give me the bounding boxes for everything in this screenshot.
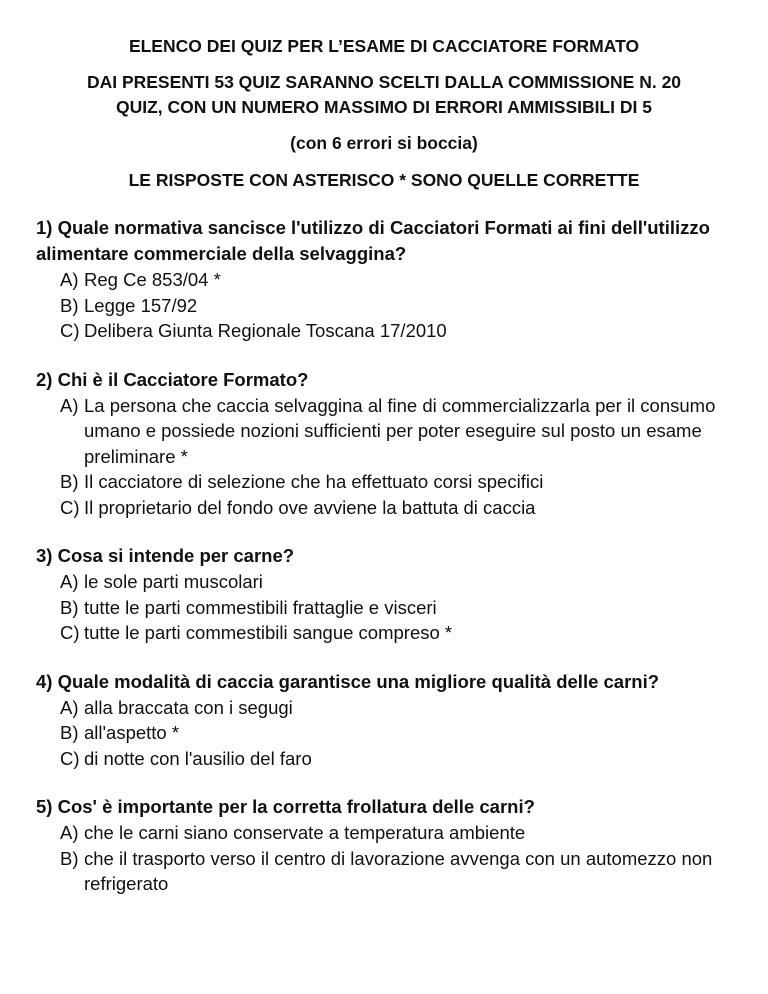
answer-a (36, 569, 732, 595)
answer-a (36, 393, 732, 470)
question-text: 4) Quale modalità di caccia garantisce una migliore qualità delle carni? (36, 670, 660, 692)
answer-text: alla braccata con i segugi (84, 696, 293, 718)
question-5 (36, 794, 732, 897)
answer-letter: B) (60, 722, 79, 743)
answer-a (36, 695, 732, 721)
answer-letter: C) (60, 496, 80, 518)
question-text: 2) Chi è il Cacciatore Formato? (36, 368, 309, 390)
answer-c (36, 318, 732, 344)
answer-letter: A) (60, 822, 79, 843)
answer-list (36, 820, 732, 897)
answer-text: che le carni siano conservate a temperatura ambiente (84, 822, 526, 843)
answer-text: all'aspetto * (84, 722, 180, 743)
header-instructions-line-2: QUIZ, CON UN NUMERO MASSIMO DI ERRORI AMMISSIBILI DI 5 (115, 97, 653, 117)
header-instructions-line-1: DAI PRESENTI 53 QUIZ SARANNO SCELTI DALLA COMMISSIONE N. 20 (86, 72, 682, 92)
question-text: 5) Cos' è importante per la corretta frollatura delle carni? (36, 796, 535, 817)
question-text: 3) Cosa si intende per carne? (36, 545, 295, 566)
answer-text: tutte le parti commestibili frattaglie e visceri (84, 596, 437, 618)
answer-letter: B) (60, 294, 79, 316)
answer-letter: B) (60, 471, 79, 492)
answer-b (36, 846, 732, 897)
answer-list (36, 695, 732, 772)
answer-a (36, 267, 732, 293)
answer-letter: A) (60, 394, 79, 416)
answer-text: La persona che caccia selvaggina al fine di commercializzarla per il consumo umano e possiede nozioni sufficienti per poter eseguire sul posto un esame preliminare * (84, 394, 716, 467)
answer-letter: B) (60, 596, 79, 618)
answer-text: Delibera Giunta Regionale Toscana 17/2010 (84, 320, 447, 341)
question-text: 1) Quale normativa sancisce l'utilizzo di Cacciatori Formati ai fini dell'utilizzo alimentare commerciale della selvaggina? (36, 217, 710, 264)
answer-b (36, 720, 732, 746)
answer-c (36, 620, 732, 646)
answer-text: che il trasporto verso il centro di lavorazione avvenga con un automezzo non refrigerato (84, 847, 713, 894)
question-1 (36, 215, 732, 344)
answer-text: Legge 157/92 (84, 294, 198, 316)
question-2 (36, 367, 732, 521)
answer-text: le sole parti muscolari (84, 571, 263, 592)
answer-b (36, 469, 732, 495)
answer-letter: C) (60, 747, 80, 769)
answer-text: tutte le parti commestibili sangue compreso * (84, 622, 453, 643)
question-3 (36, 543, 732, 646)
answer-text: Reg Ce 853/04 * (84, 269, 221, 290)
answer-list (36, 569, 732, 646)
document-header (36, 34, 732, 193)
header-asterisk-note: LE RISPOSTE CON ASTERISCO * SONO QUELLE CORRETTE (128, 170, 640, 190)
document-title: ELENCO DEI QUIZ PER L’ESAME DI CACCIATORE FORMATO (128, 36, 640, 56)
answer-list (36, 267, 732, 344)
answer-letter: A) (60, 269, 79, 290)
answer-b (36, 293, 732, 319)
answer-letter: B) (60, 847, 79, 869)
answer-letter: C) (60, 622, 80, 643)
answer-letter: C) (60, 320, 80, 341)
answer-text: Il cacciatore di selezione che ha effettuato corsi specifici (84, 471, 544, 492)
answer-a (36, 820, 732, 846)
answer-text: Il proprietario del fondo ove avviene la battuta di caccia (84, 496, 536, 518)
answer-letter: A) (60, 696, 79, 718)
header-fail-note: (con 6 errori si boccia) (290, 133, 478, 153)
answer-list (36, 393, 732, 521)
answer-b (36, 595, 732, 621)
answer-text: di notte con l'ausilio del faro (84, 747, 312, 769)
answer-c (36, 495, 732, 521)
question-4 (36, 669, 732, 772)
answer-c (36, 746, 732, 772)
answer-letter: A) (60, 571, 79, 592)
